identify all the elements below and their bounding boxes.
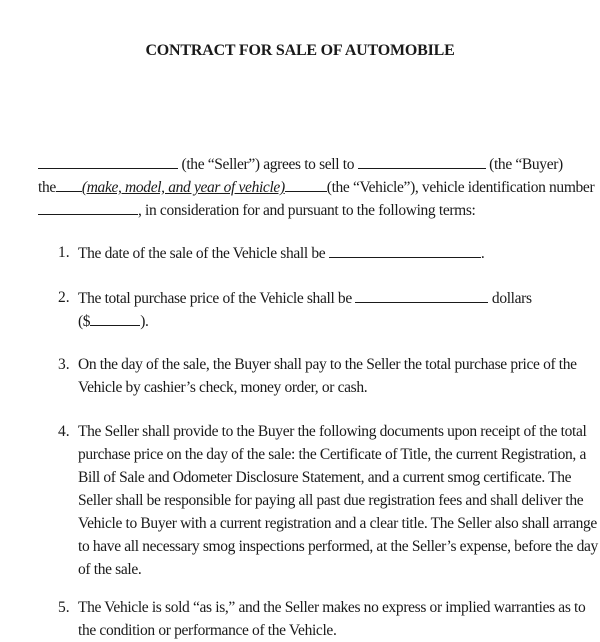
item-5-text (78, 596, 586, 642)
vehicle-text: (the “Vehicle”), vehicle identification number (326, 179, 595, 196)
intro-line-seller (38, 156, 563, 173)
item-4-line: Bill of Sale and Odometer Disclosure Statement, and a current smog certificate. The (78, 469, 572, 486)
item-4-line: Vehicle to Buyer with a current registration and a clear title. The Seller also shall arrange (78, 515, 597, 532)
vehicle-lead-blank[interactable] (56, 179, 82, 192)
vehicle-description-field[interactable]: (make, model, and year of vehicle) (81, 179, 285, 196)
vin-blank[interactable] (38, 202, 138, 215)
seller-text: (the “Seller”) agrees to sell to (178, 156, 358, 173)
item-2-line-1 (78, 290, 532, 307)
item-4-line: to have all necessary smog inspections performed, at the Seller’s expense, before the day (78, 538, 598, 555)
intro-line-vehicle (38, 179, 594, 196)
item-4-line: The Seller shall provide to the Buyer the following documents upon receipt of the total (78, 423, 587, 440)
item-4-line: purchase price on the day of the sale: the Certificate of Title, the current Registration, a (78, 446, 586, 463)
item-3-number: 3. (58, 356, 70, 373)
price-words-blank[interactable] (355, 290, 488, 303)
the-word: the (38, 179, 56, 196)
item-1-text (78, 245, 484, 262)
buyer-text: (the “Buyer) (485, 156, 563, 173)
buyer-name-blank[interactable] (358, 156, 486, 169)
intro-line-terms (38, 202, 476, 219)
document-title: CONTRACT FOR SALE OF AUTOMOBILE (145, 42, 455, 59)
seller-name-blank[interactable] (38, 156, 178, 169)
dollar-close: ). (140, 313, 149, 330)
terms-text: , in consideration for and pursuant to the following terms: (138, 202, 476, 219)
item-1-end: . (480, 245, 485, 262)
item-5-line: the condition or performance of the Vehicle. (78, 622, 337, 639)
item-5-line: The Vehicle is sold “as is,” and the Seller makes no express or implied warranties as to (78, 599, 586, 616)
dollars-text: dollars (488, 290, 532, 307)
item-3-line: On the day of the sale, the Buyer shall pay to the Seller the total purchase price of the (78, 356, 577, 373)
item-2-text: The total purchase price of the Vehicle shall be (78, 290, 356, 307)
item-1-number: 1. (58, 244, 70, 261)
item-1-line: The date of the sale of the Vehicle shall be (78, 245, 329, 262)
item-4-number: 4. (58, 423, 70, 440)
price-number-blank[interactable] (90, 313, 140, 326)
item-3-text (78, 353, 577, 399)
item-4-line: of the sale. (78, 561, 142, 578)
item-2-line-2 (78, 313, 149, 330)
item-2-number: 2. (58, 289, 70, 306)
item-5-number: 5. (58, 599, 70, 616)
vehicle-trail-blank[interactable] (285, 179, 327, 192)
item-4-line: Seller shall be responsible for paying all past due registration fees and shall deliver the (78, 492, 584, 509)
item-3-line: Vehicle by cashier’s check, money order, or cash. (78, 379, 368, 396)
item-4-text (78, 420, 598, 581)
sale-date-blank[interactable] (329, 245, 481, 258)
dollar-open: ($ (78, 313, 91, 330)
